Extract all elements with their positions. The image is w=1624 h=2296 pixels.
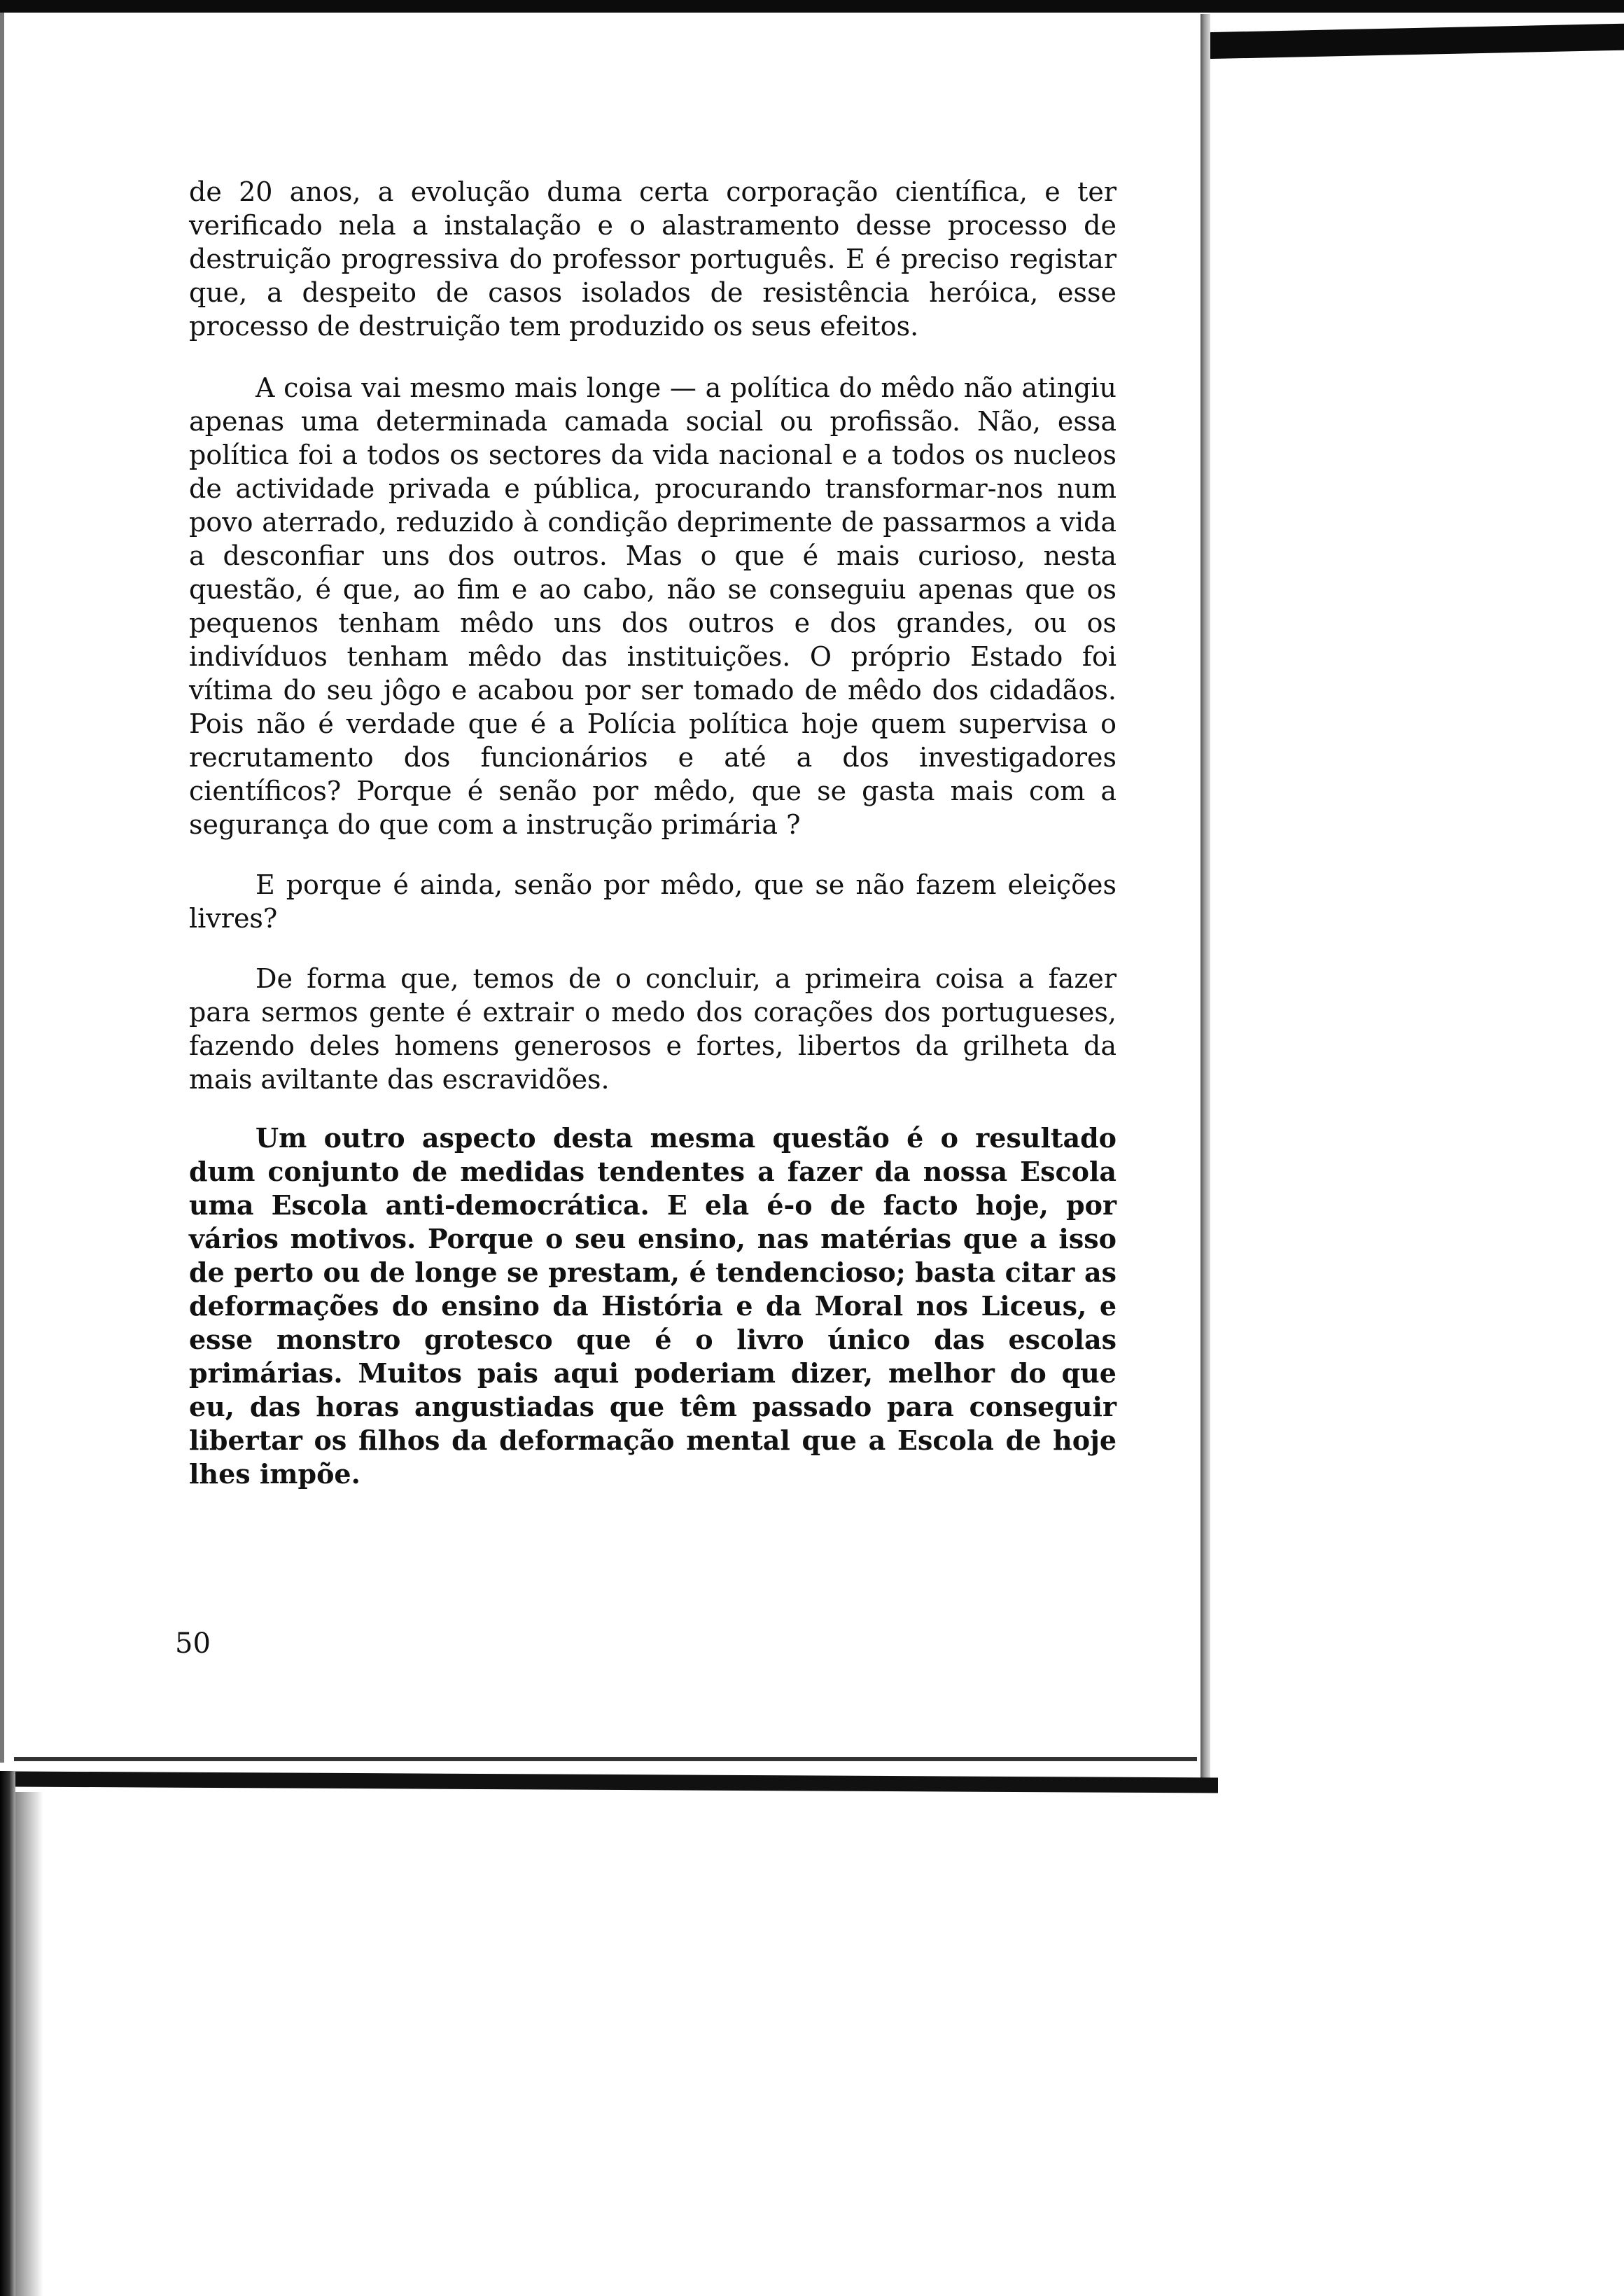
paragraph-continuation: de 20 anos, a evolução duma certa corporação científica, e ter verificado nela a instalação e o alastramento desse processo de destruição progressiva do professor português. E é preciso registar que, a despeito de casos isolados de resistência heróica, esse processo de destruição tem produzido os seus efeitos.	[189, 176, 1116, 342]
paragraph-free-elections: E porque é ainda, senão por mêdo, que se não fazem eleições livres?	[189, 869, 1116, 934]
page-bottom-shadow	[14, 1757, 1197, 1761]
scan-left-border	[0, 13, 4, 1763]
page-right-edge	[1200, 14, 1210, 1785]
scan-lower-left-border	[0, 1771, 15, 2296]
book-page	[189, 175, 1116, 1491]
scan-top-border	[0, 0, 1624, 13]
scan-right-border	[1204, 24, 1624, 59]
scan-lower-left-shade	[15, 1792, 43, 2296]
scan-bottom-border	[14, 1771, 1218, 1793]
paragraph-politics-of-fear: A coisa vai mesmo mais longe — a política do mêdo não atingiu apenas uma determinada camada social ou profissão. Não, essa política foi a todos os sectores da vida nacional e a todos os nucleos de actividade privada e pública, procurando transformar-nos num povo aterrado, reduzido à condição deprimente de passarmos a vida a desconfiar uns dos outros. Mas o que é mais curioso, nesta questão, é que, ao fim e ao cabo, não se conseguiu apenas que os pequenos tenham mêdo uns dos outros e dos grandes, ou os indivíduos tenham mêdo das instituições. O próprio Estado foi vítima do seu jôgo e acabou por ser tomado de mêdo dos cidadãos. Pois não é verdade que é a Polícia política hoje quem supervisa o recrutamento dos funcionários e até a dos investigadores científicos? Porque é senão por mêdo, que se gasta mais com a segurança do que com a instrução primária ?	[189, 372, 1116, 840]
paragraph-anti-democratic-school: Um outro aspecto desta mesma questão é o resultado dum conjunto de medidas tendentes a fazer da nossa Escola uma Escola anti-democrática. E ela é-o de facto hoje, por vários motivos. Porque o seu ensino, nas matérias que a isso de perto ou de longe se prestam, é tendencioso; basta citar as deformações do ensino da História e da Moral nos Liceus, e esse monstro grotesco que é o livro único das escolas primárias. Muitos pais aqui poderiam dizer, melhor do que eu, das horas angustiadas que têm passado para conseguir libertar os filhos da deformação mental que a Escola de hoje lhes impõe.	[189, 1122, 1116, 1490]
paragraph-conclusion: De forma que, temos de o concluir, a primeira coisa a fazer para sermos gente é extrair o medo dos corações dos portugueses, fazendo deles homens generosos e fortes, libertos da grilheta da mais aviltante das escravidões.	[189, 963, 1116, 1095]
page-number: 50	[175, 1628, 211, 1660]
